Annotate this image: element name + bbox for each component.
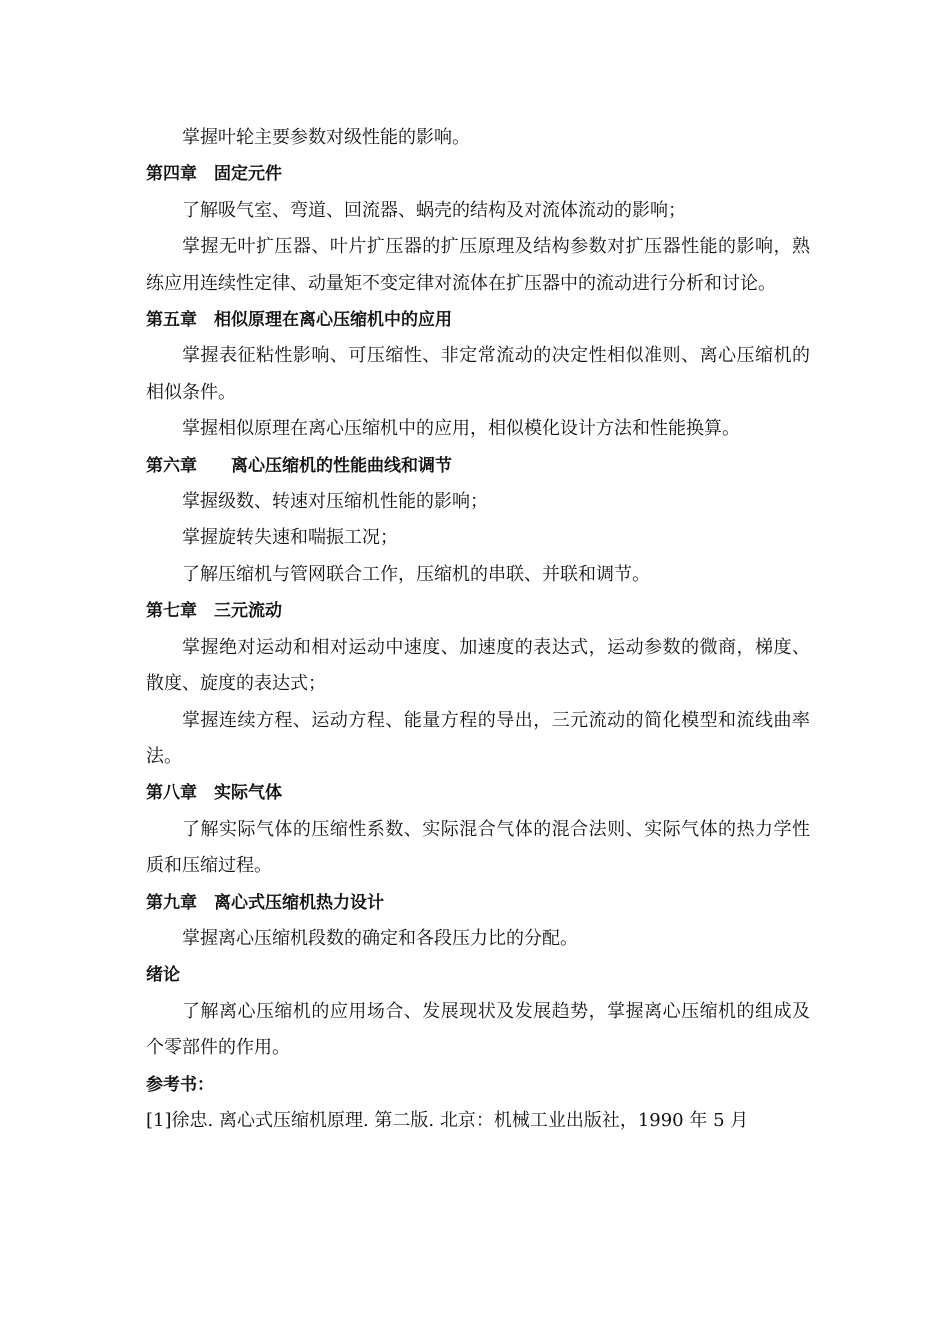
document-body [146,120,810,1139]
paragraph: 掌握无叶扩压器、叶片扩压器的扩压原理及结构参数对扩压器性能的影响，熟练应用连续性定律、动量矩不变定律对流体在扩压器中的流动进行分析和讨论。 [146,236,810,294]
paragraph: 掌握叶轮主要参数对级性能的影响。 [182,127,470,148]
section-heading-references: 参考书： [146,1074,214,1095]
paragraph: 掌握连续方程、运动方程、能量方程的导出，三元流动的简化模型和流线曲率法。 [146,709,810,767]
paragraph: 掌握表征粘性影响、可压缩性、非定常流动的决定性相似准则、离心压缩机的相似条件。 [146,345,810,403]
paragraph: 掌握级数、转速对压缩机性能的影响； [182,491,488,513]
chapter-heading: 第五章 相似原理在离心压缩机中的应用 [146,310,452,331]
chapter-heading: 第六章 离心压缩机的性能曲线和调节 [146,455,452,476]
chapter-heading: 第四章 固定元件 [146,164,282,185]
paragraph: 掌握相似原理在离心压缩机中的应用，相似模化设计方法和性能换算。 [182,418,740,440]
reference-item: [1]徐忠. 离心式压缩机原理. 第二版. 北京：机械工业出版社，1990 年 5 月 [146,1109,749,1131]
paragraph: 了解实际气体的压缩性系数、实际混合气体的混合法则、实际气体的热力学性质和压缩过程。 [146,818,810,877]
section-heading-introduction: 绪论 [146,965,180,986]
paragraph: 掌握离心压缩机段数的确定和各段压力比的分配。 [182,927,578,949]
paragraph: 了解压缩机与管网联合工作，压缩机的串联、并联和调节。 [182,563,650,585]
paragraph: 掌握绝对运动和相对运动中速度、加速度的表达式，运动参数的微商，梯度、散度、旋度的表达式； [146,636,810,695]
paragraph: 了解离心压缩机的应用场合、发展现状及发展趋势，掌握离心压缩机的组成及个零部件的作用。 [146,1000,810,1059]
chapter-heading: 第八章 实际气体 [146,783,282,804]
chapter-heading: 第九章 离心式压缩机热力设计 [146,892,384,913]
paragraph: 掌握旋转失速和喘振工况； [182,527,398,549]
paragraph: 了解吸气室、弯道、回流器、蜗壳的结构及对流体流动的影响； [182,199,686,221]
chapter-heading: 第七章 三元流动 [146,601,282,622]
